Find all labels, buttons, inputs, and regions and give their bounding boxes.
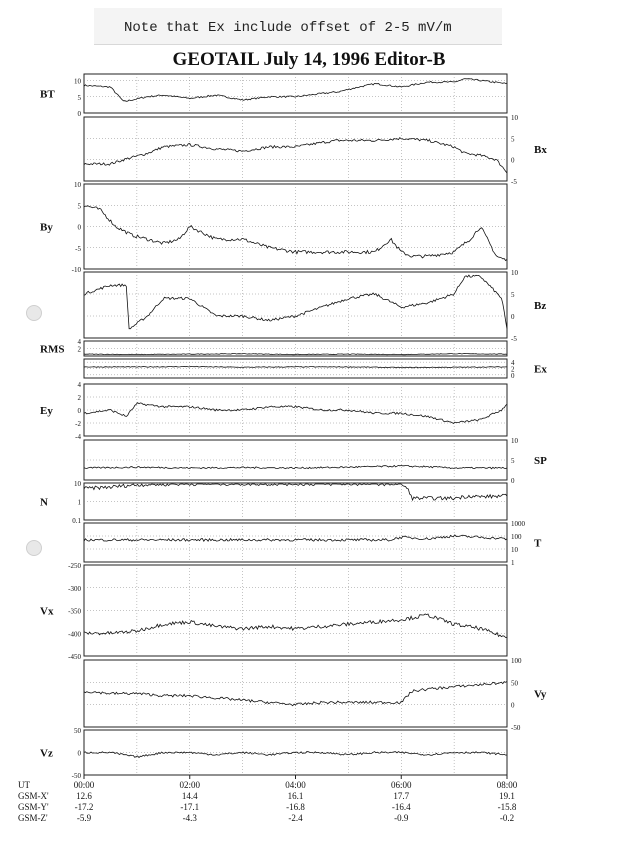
- tick-label-Vy: 0: [511, 701, 515, 710]
- gsm-z-value: -0.9: [394, 813, 409, 823]
- gsm-y-value: -17.1: [180, 802, 200, 812]
- tick-label-By: -10: [71, 266, 81, 274]
- x-tick-label: 04:00: [285, 780, 306, 790]
- gsm-z-value: -4.3: [182, 813, 197, 823]
- gsm-x-value: 14.4: [181, 791, 198, 801]
- panel-label-Vy: Vy: [534, 688, 547, 701]
- gsm-y-value: -17.2: [74, 802, 94, 812]
- tick-label-Vy: 100: [511, 657, 522, 665]
- tick-label-Vy: -50: [511, 724, 521, 732]
- gsm-y-value: -15.8: [497, 802, 517, 812]
- axis-row-label: UT: [18, 780, 30, 790]
- tick-label-BT: 10: [74, 77, 81, 86]
- x-tick-label: 02:00: [179, 780, 201, 790]
- tick-label-Vx: -350: [68, 607, 81, 616]
- chart-title: GEOTAIL July 14, 1996 Editor-B: [172, 49, 446, 70]
- gsm-z-value: -2.4: [288, 813, 303, 823]
- axis-row-label: GSM-Z': [18, 813, 48, 823]
- tick-label-Bz: 0: [511, 313, 515, 321]
- tick-label-Vz: 50: [74, 727, 81, 735]
- tick-label-Ex: 0: [511, 371, 515, 380]
- gsm-x-value: 17.7: [393, 791, 410, 801]
- tick-label-Vz: -50: [71, 772, 81, 780]
- tick-label-Vx: -400: [68, 630, 81, 639]
- tick-label-By: 10: [74, 181, 81, 189]
- tick-label-Bz: 10: [511, 269, 518, 277]
- x-tick-label: 08:00: [496, 780, 518, 790]
- tick-label-Ey: 2: [77, 394, 81, 402]
- panel-label-Ex: Ex: [534, 363, 547, 376]
- gsm-z-value: -0.2: [499, 813, 515, 823]
- x-tick-label: 06:00: [390, 780, 412, 790]
- tick-label-By: 5: [77, 202, 81, 211]
- panel-label-BT: BT: [40, 88, 55, 101]
- panel-label-By: By: [40, 221, 53, 234]
- gsm-x-value: 12.6: [76, 791, 92, 801]
- tick-label-N: 1: [77, 498, 81, 507]
- tick-label-Bz: 5: [511, 291, 515, 299]
- panel-label-T: T: [534, 537, 542, 550]
- tick-label-Vx: -300: [68, 584, 81, 593]
- tick-label-T: 1000: [511, 520, 525, 528]
- tick-label-T: 10: [511, 546, 518, 554]
- tick-label-T: 1: [511, 559, 515, 567]
- x-tick-label: 00:00: [73, 780, 95, 790]
- tick-label-Bx: 0: [511, 156, 515, 165]
- tick-label-Ey: -2: [75, 420, 81, 428]
- tick-label-SP: 10: [511, 437, 518, 445]
- panel-label-Vx: Vx: [40, 605, 54, 618]
- tick-label-Ex: 4: [511, 359, 515, 368]
- tick-label-N: 0.1: [72, 517, 81, 525]
- gsm-y-value: -16.8: [286, 802, 305, 812]
- panel-label-RMS: RMS: [40, 343, 65, 356]
- tick-label-Ey: 0: [77, 407, 81, 415]
- gsm-z-value: -5.9: [76, 813, 92, 823]
- gsm-x-value: 19.1: [499, 791, 515, 801]
- tick-label-By: -5: [75, 244, 81, 253]
- tick-label-Ey: 4: [77, 381, 81, 389]
- tick-label-Bx: 5: [511, 135, 515, 144]
- tick-label-N: 10: [74, 480, 81, 488]
- panel-label-Vz: Vz: [40, 747, 53, 760]
- tick-label-Ex: 2: [511, 365, 515, 374]
- tick-label-By: 0: [77, 223, 81, 232]
- panel-label-Bx: Bx: [534, 144, 547, 156]
- tick-label-RMS: 2: [77, 345, 81, 354]
- tick-label-Bx: 10: [511, 114, 518, 122]
- series-line-Bx: [84, 138, 507, 173]
- panel-label-Ey: Ey: [40, 405, 53, 417]
- panel-label-Bz: Bz: [534, 300, 547, 312]
- tick-label-Bz: -5: [511, 335, 517, 343]
- axis-row-label: GSM-Y': [18, 802, 49, 812]
- gsm-x-value: 16.1: [287, 791, 304, 801]
- series-line-Ex: [84, 366, 507, 368]
- note-text: Note that Ex include offset of 2-5 mV/m: [124, 20, 452, 36]
- panel-label-N: N: [40, 496, 48, 509]
- tick-label-Bx: -5: [511, 178, 517, 186]
- gsm-y-value: -16.4: [391, 802, 411, 812]
- tick-label-Vx: -450: [68, 653, 81, 661]
- axis-row-label: GSM-X': [18, 791, 49, 801]
- tick-label-Vy: 50: [511, 679, 518, 688]
- tick-label-RMS: 4: [77, 338, 81, 346]
- tick-label-Ey: -4: [75, 433, 81, 441]
- tick-label-T: 100: [511, 533, 522, 541]
- tick-label-SP: 0: [511, 477, 515, 485]
- tick-label-BT: 5: [77, 93, 81, 102]
- tick-label-BT: 0: [77, 110, 81, 118]
- tick-label-Vz: 0: [77, 749, 81, 758]
- panel-label-SP: SP: [534, 455, 547, 467]
- tick-label-Vx: -250: [68, 562, 81, 570]
- series-line-SP: [84, 465, 507, 468]
- tick-label-SP: 5: [511, 457, 515, 465]
